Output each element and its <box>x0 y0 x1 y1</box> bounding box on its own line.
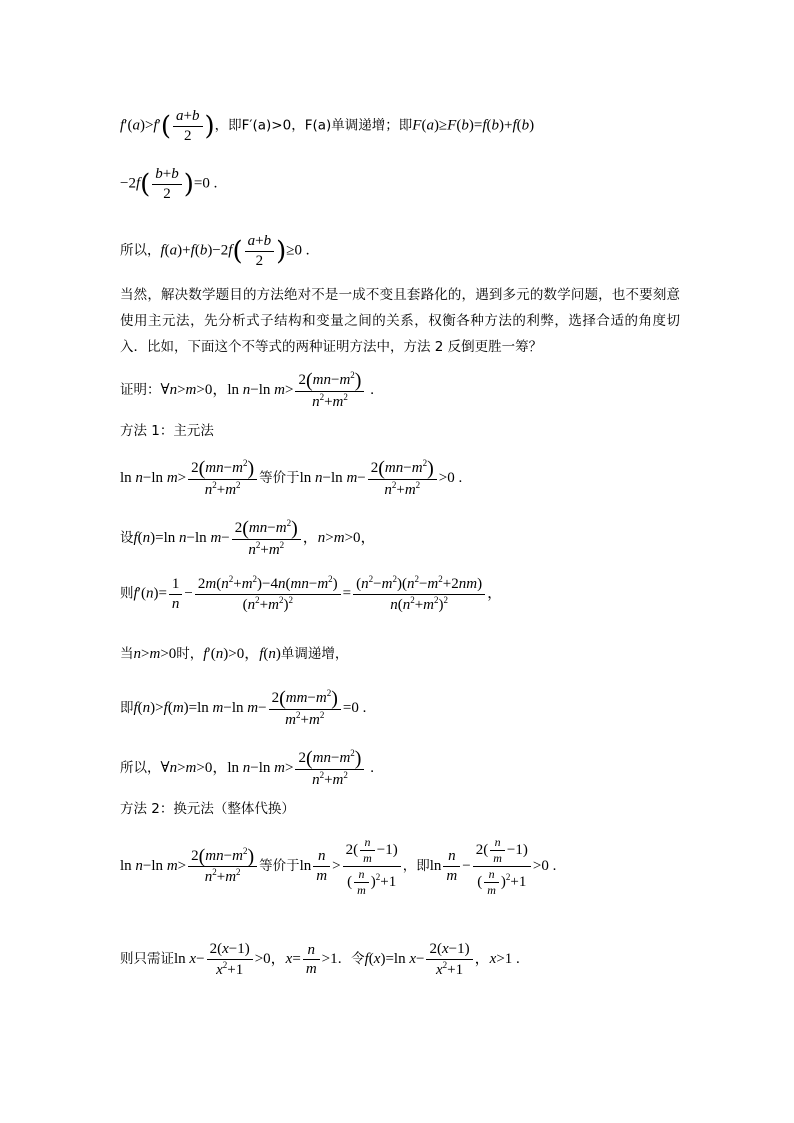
text-l2: =0 . <box>193 175 218 192</box>
text-need: 则只需证 <box>120 951 174 968</box>
paragraph: 当然，解决数学题目的方法绝对不是一成不变且套路化的，遇到多元的数学问题，也不要刻意使用主元法，先分析式子结构和变量之间的关系，权衡各种方法的利弊，选择合适的角度切入．比如，下面这个不等式的两种证明方法中，方法 2 反倒更胜一筹？ <box>120 287 680 355</box>
text-l1: ，即F′(a)>0，F(a)单调递增；即 <box>214 117 413 134</box>
equiv-line-1: ln n−ln m> $\frac{2(mn-m^2)}{n^2+m^2}$ 等价于ln n−ln m− $\frac{2(mn-m^2)}{n^2+m^2}$ >0 . <box>120 457 463 498</box>
proof-line: 证明：∀n>m>0，ln n−ln m> $\frac{2(mn-m^2)}{n^2+m^2}$ . <box>120 369 374 410</box>
text-let: ．令 <box>337 951 365 968</box>
text-equiv1: 等价于 <box>259 470 300 487</box>
text-proof: 证明： <box>120 382 161 399</box>
text-ie: 即 <box>120 700 134 717</box>
method1-title: 方法 1：主元法 <box>120 423 214 439</box>
conclusion-2: 所以，∀n>m>0，ln n−ln m> $\frac{2(mn-m^2)}{n^2+m^2}$ . <box>120 747 374 788</box>
method2-title: 方法 2：换元法（整体代换） <box>120 801 295 817</box>
text-ie2: ，即 <box>402 857 430 874</box>
formula-line-3: 所以，f(a)+f(b)−2f( $\frac{a+b}{2}$ )≥0 . <box>120 233 310 269</box>
text-when-2: 时， <box>176 646 204 662</box>
text-so-2: 所以， <box>120 760 161 777</box>
text-when: 当 <box>120 646 134 662</box>
monotonic-line: 当n>m>0时，f′(n)>0，f(n)单调递增， <box>120 646 349 662</box>
text-then: 则 <box>120 585 134 602</box>
define-f-line: 设f(n)=ln n−ln m− $\frac{2(mn-m^2)}{n^2+m^2}$ ，n>m>0， <box>120 517 376 558</box>
text-set: 设 <box>120 530 134 547</box>
derivative-line: 则f′(n)= $\frac{1}{n}$ − $\frac{2m(n^2+m^2)-4n(mn-m^2)}{(n^2+m^2)^2}$ = $\frac{(n^2-m^2)(n^2-m^2+2nm)}{n(n^2+m^2)^2}$ ， <box>120 574 503 613</box>
conclusion-1: 即f(n)>f(m)=ln m−ln m− $\frac{2(mm-m^2)}{m^2+m^2}$ =0 . <box>120 687 367 728</box>
text-incr: 单调递增， <box>280 646 349 662</box>
need-prove-line: 则只需证ln x− $\frac{2(x-1)}{x^2+1}$ >0，x= $\frac{n}{m}$ >1．令f(x)=ln x− $\frac{2(x-1)}{x^2+1}$ ，x>1 . <box>120 941 520 978</box>
formula-line-1: f′(a)>f′( $\frac{a+b}{2}$ )，即F′(a)>0，F(a)单调递增；即F(a)≥F(b)=f(b)+f(b) <box>120 108 535 144</box>
equiv-line-2: ln n−ln m> $\frac{2(mn-m^2)}{n^2+m^2}$ 等价于ln $\frac{n}{m}$ > 2( $\frac{n}{m}$ −1) ( $\frac{n}{m}$ )$^2$+1 ，即ln $\frac{n}{m}$ − 2( $\frac{n}{m}$ −1) ( $\frac{n}{m}$ )$^2$+1 >0 . <box>120 835 557 897</box>
text-equiv2: 等价于 <box>259 857 300 874</box>
text-so-1: 所以， <box>120 242 161 259</box>
formula-line-2: −2f( $\frac{b+b}{2}$ )=0 . <box>120 166 218 202</box>
